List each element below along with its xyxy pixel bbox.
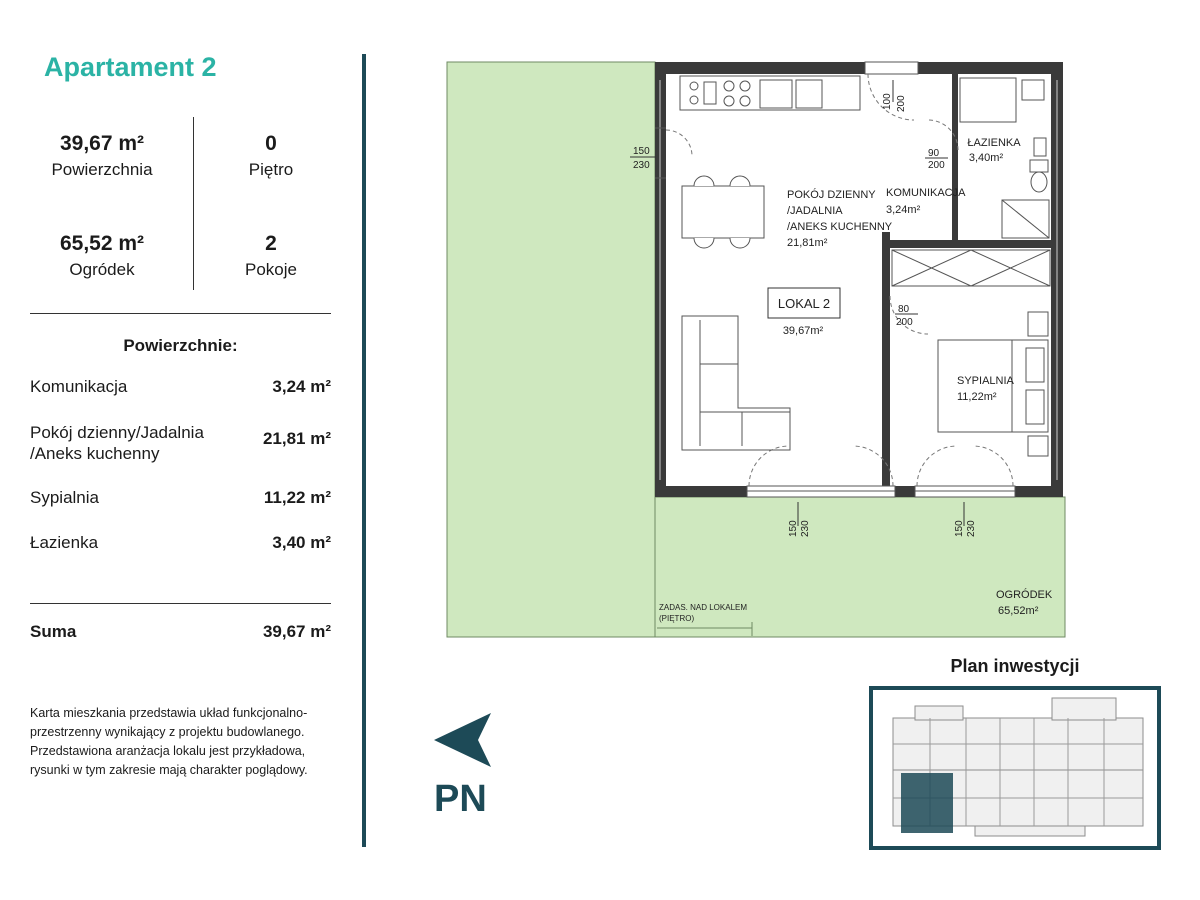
dim-entry-bottom: 200	[896, 95, 907, 112]
communication-label-1: KOMUNIKACJA	[886, 187, 966, 199]
total-name: Suma	[30, 622, 77, 641]
roof-note-1: ZADAS. NAD LOKALEM	[659, 603, 748, 612]
stat-rooms-value: 2	[265, 232, 277, 255]
garden-label-2: 65,52m²	[998, 605, 1039, 617]
living-label-1: POKÓJ DZIENNY	[787, 189, 876, 201]
area-name: Komunikacja	[30, 377, 128, 396]
area-value: 21,81 m²	[262, 429, 331, 448]
area-value: 3,40 m²	[272, 533, 331, 552]
dim-bath-door-top: 90	[928, 148, 940, 159]
living-label-2: /JADALNIA	[787, 205, 843, 217]
stat-garden-value: 65,52 m²	[59, 232, 145, 255]
area-name-line-2: /Aneks kuchenny	[30, 444, 160, 463]
stat-area-value: 39,67 m²	[59, 132, 145, 155]
bedroom-label-2: 11,22m²	[957, 391, 997, 403]
dim-window-bottom: 230	[633, 160, 650, 171]
compass-label: PN	[434, 778, 487, 820]
living-label-3: /ANEKS KUCHENNY	[787, 221, 893, 233]
dim-bath-door-bottom: 200	[928, 160, 945, 171]
disclaimer-line: Karta mieszkania przedstawia układ funkcjonalno-	[30, 706, 308, 720]
unit-area-text: 39,67m²	[782, 325, 824, 337]
apartment-title: Apartament 2	[44, 52, 217, 82]
disclaimer-line: przestrzenny wynikający z projektu budowlanego.	[30, 725, 305, 739]
kitchen-counter	[680, 76, 860, 110]
areas-title: Powierzchnie:	[123, 336, 238, 355]
area-name: Łazienka	[30, 533, 99, 552]
area-value: 11,22 m²	[263, 488, 331, 507]
stat-area-label: Powierzchnia	[51, 160, 153, 179]
dim-patio2-bottom: 230	[966, 520, 977, 537]
dining-table	[682, 176, 764, 248]
disclaimer-line: Przedstawiona aranżacja lokalu jest przykładowa,	[30, 744, 306, 758]
roof-note-2: (PIĘTRO)	[659, 614, 695, 623]
compass-arrow-icon	[434, 713, 491, 767]
communication-label-2: 3,24m²	[886, 204, 921, 216]
dim-window-top: 150	[633, 146, 650, 157]
wardrobe	[892, 250, 1050, 286]
unit-label-text: LOKAL 2	[777, 296, 831, 311]
stat-garden-label: Ogródek	[69, 260, 135, 279]
dim-bed-door-bottom: 200	[896, 317, 913, 328]
highlighted-unit	[901, 773, 953, 833]
door-swings	[666, 74, 1013, 486]
stat-floor-label: Piętro	[248, 160, 294, 179]
area-value: 3,24 m²	[272, 377, 331, 396]
unit-label	[768, 288, 840, 337]
stat-rooms-label: Pokoje	[245, 260, 297, 279]
garden-label-1: OGRÓDEK	[996, 589, 1053, 601]
dim-patio2-top: 150	[954, 520, 965, 537]
living-label-4: 21,81m²	[787, 237, 828, 249]
disclaimer-line: rysunki w tym zakresie mają charakter poglądowy.	[30, 763, 308, 777]
bathroom-label-1: ŁAZIENKA	[967, 137, 1021, 149]
area-name: Sypialnia	[30, 488, 99, 507]
dim-bed-door-top: 80	[898, 304, 910, 315]
investment-plan-title: Plan inwestycji	[950, 656, 1080, 676]
dim-entry-top: 100	[882, 93, 893, 110]
total-value: 39,67 m²	[262, 622, 331, 641]
bathroom-label-2: 3,40m²	[968, 152, 1004, 164]
dim-patio1-bottom: 230	[800, 520, 811, 537]
stat-floor-value: 0	[265, 132, 277, 155]
investment-plan-thumbnail	[871, 688, 1159, 848]
area-name-line-1: Pokój dzienny/Jadalnia	[30, 423, 204, 442]
sofa	[682, 316, 790, 450]
bedroom-label-1: SYPIALNIA	[957, 375, 1014, 387]
dim-patio1-top: 150	[788, 520, 799, 537]
